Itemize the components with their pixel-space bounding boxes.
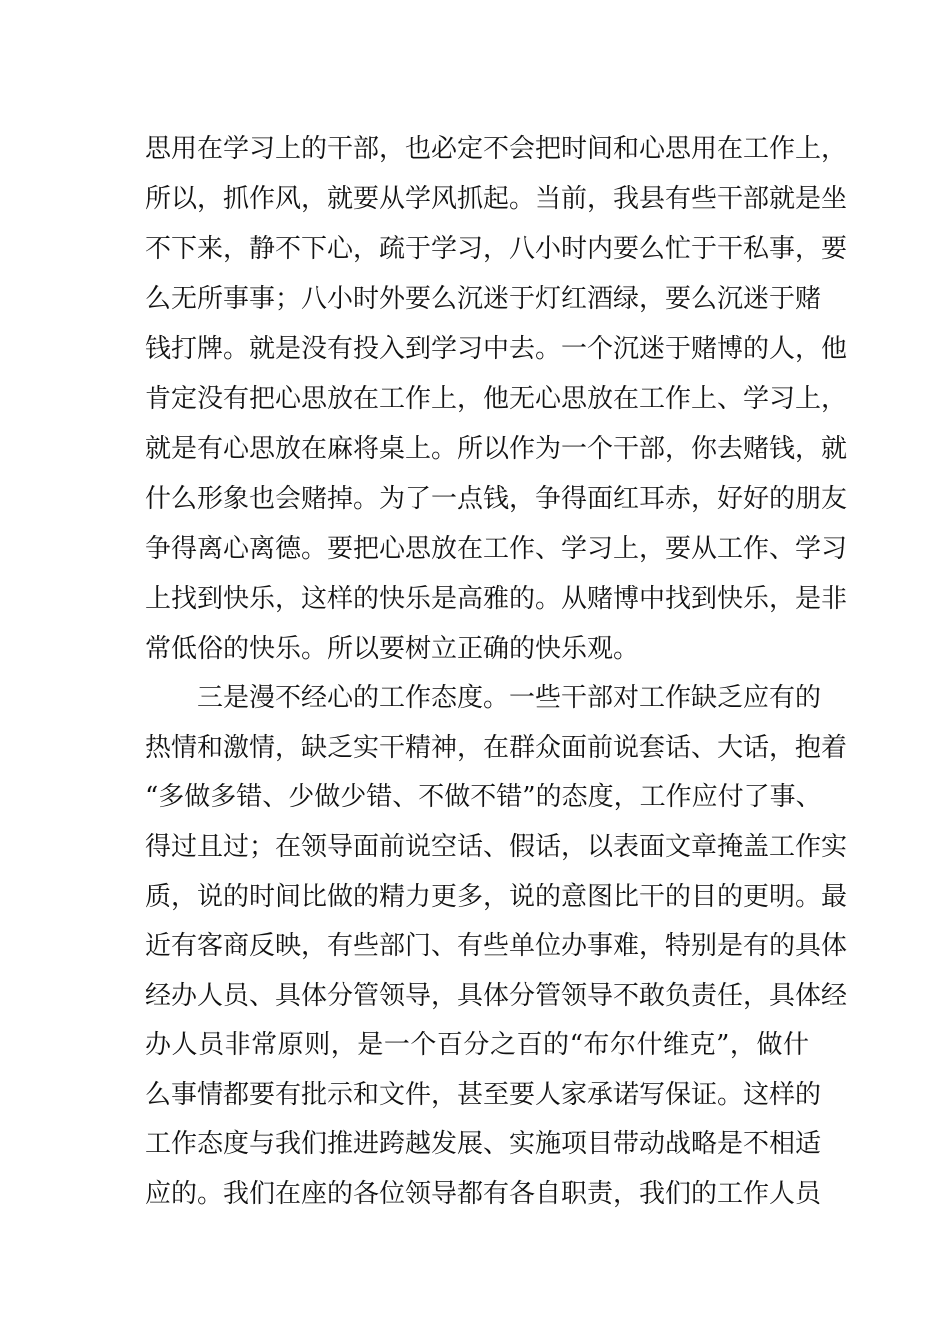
text-line: 么事情都要有批示和文件，甚至要人家承诺写保证。这样的 [145, 1080, 822, 1110]
text-line: 争得离心离德。要把心思放在工作、学习上，要从工作、学习 [145, 534, 848, 564]
text-line: 经办人员、具体分管领导，具体分管领导不敢负责任，具体经 [145, 981, 848, 1011]
text-line: 应的。我们在座的各位领导都有各自职责，我们的工作人员 [145, 1179, 822, 1209]
text-line: 上找到快乐，这样的快乐是高雅的。从赌博中找到快乐，是非 [145, 584, 848, 614]
text-line: 工作态度与我们推进跨越发展、实施项目带动战略是不相适 [145, 1129, 822, 1159]
text-line: 办人员非常原则，是一个百分之百的“布尔什维克”，做什 [145, 1030, 809, 1060]
text-line: 不下来，静不下心，疏于学习，八小时内要么忙于干私事，要 [145, 234, 848, 264]
text-line: 得过且过；在领导面前说空话、假话，以表面文章掩盖工作实 [145, 832, 848, 862]
text-line: 热情和激情，缺乏实干精神，在群众面前说套话、大话，抱着 [145, 733, 848, 763]
text-line: “多做多错、少做少错、不做不错”的态度，工作应付了事、 [145, 782, 822, 812]
text-line: 肯定没有把心思放在工作上，他无心思放在工作上、学习上， [145, 384, 848, 414]
text-line: 么无所事事；八小时外要么沉迷于灯红酒绿，要么沉迷于赌 [145, 284, 822, 314]
text-line: 常低俗的快乐。所以要树立正确的快乐观。 [145, 634, 640, 664]
text-line: 什么形象也会赌掉。为了一点钱，争得面红耳赤，好好的朋友 [145, 484, 848, 514]
text-line: 近有客商反映，有些部门、有些单位办事难，特别是有的具体 [145, 931, 848, 961]
text-line: 三是漫不经心的工作态度。一些干部对工作缺乏应有的 [197, 683, 822, 713]
text-line: 所以，抓作风，就要从学风抓起。当前，我县有些干部就是坐 [145, 184, 848, 214]
text-line: 质，说的时间比做的精力更多，说的意图比干的目的更明。最 [145, 882, 848, 912]
text-line: 钱打牌。就是没有投入到学习中去。一个沉迷于赌博的人，他 [145, 334, 848, 364]
text-line: 思用在学习上的干部，也必定不会把时间和心思用在工作上， [145, 134, 848, 164]
text-line: 就是有心思放在麻将桌上。所以作为一个干部，你去赌钱，就 [145, 434, 848, 464]
